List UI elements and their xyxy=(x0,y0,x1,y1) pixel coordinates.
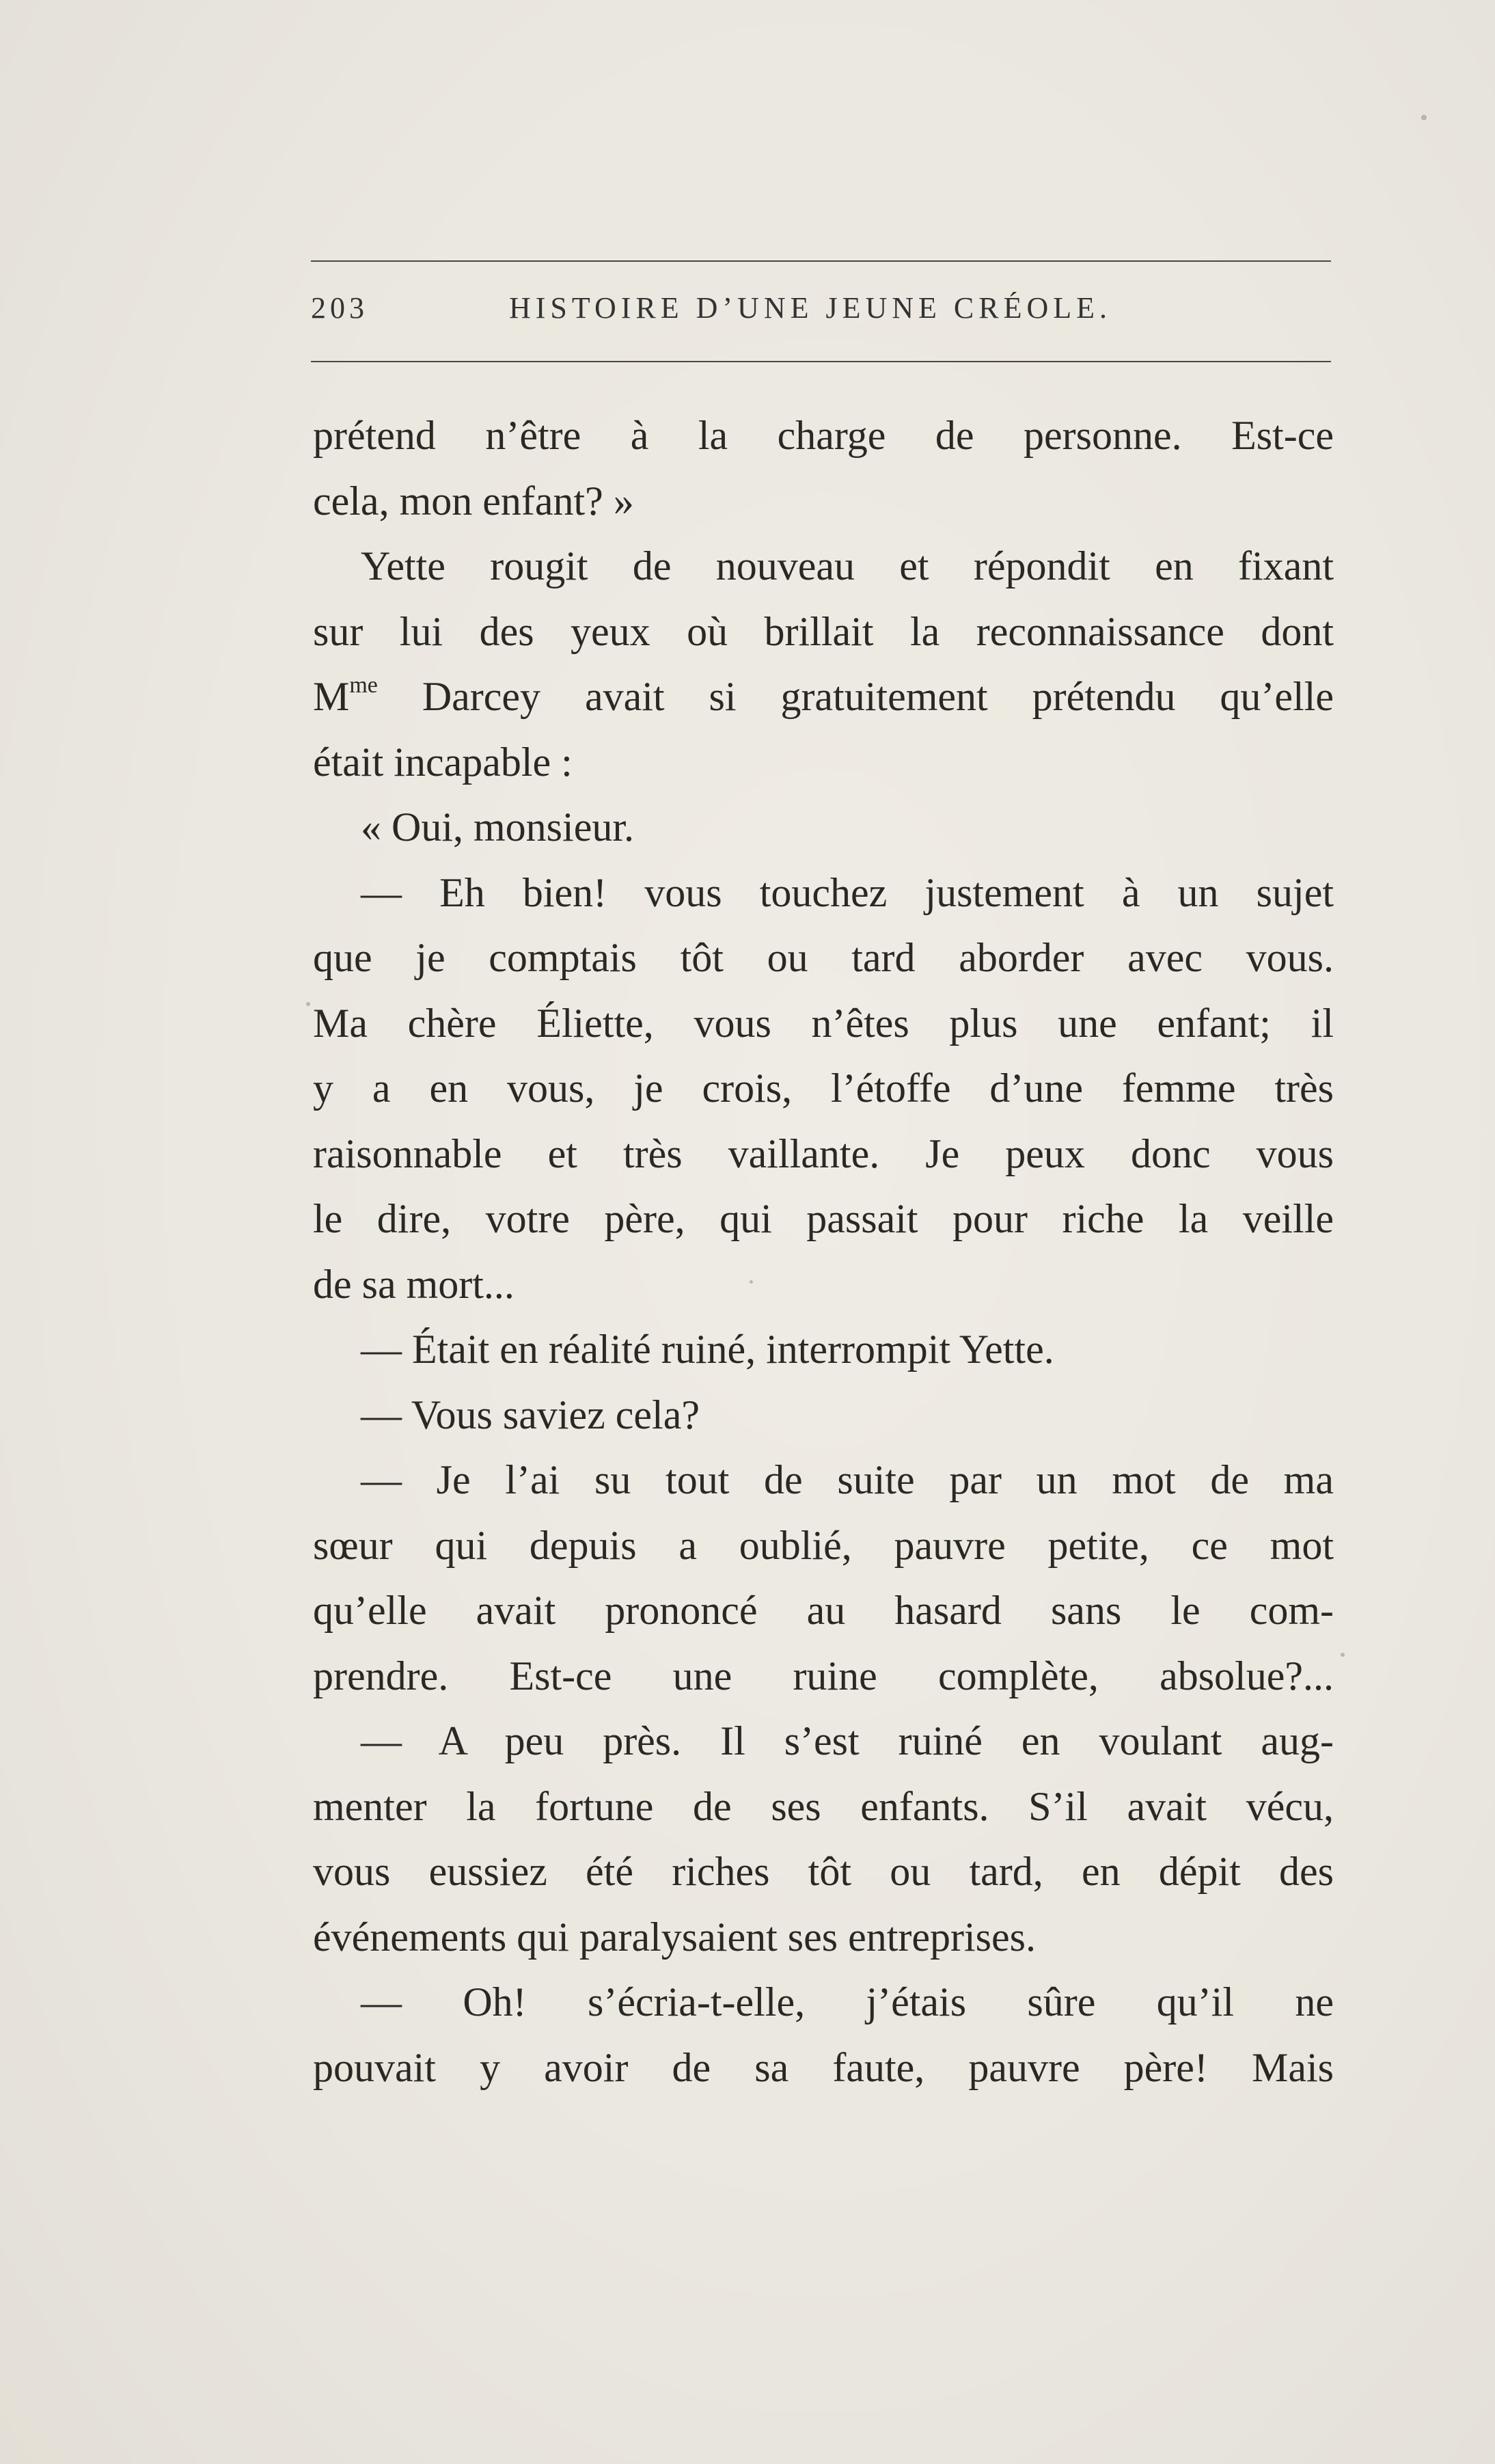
paper-speck xyxy=(1341,1653,1345,1657)
body-text xyxy=(313,403,1334,2100)
text-line: — Vous saviez cela? xyxy=(361,1392,700,1437)
text-line: — A peu près. Il s’est ruiné en voulant aug- xyxy=(361,1718,1334,1763)
text-line: y a en vous, je crois, l’étoffe d’une femme très xyxy=(313,1066,1334,1111)
text-line: le dire, votre père, qui passait pour riche la veille xyxy=(313,1196,1334,1241)
text-line: événements qui paralysaient ses entreprises. xyxy=(313,1914,1036,1960)
text-line: prétend n’être à la charge de personne. Est-ce xyxy=(313,413,1334,458)
text-line: vous eussiez été riches tôt ou tard, en dépit des xyxy=(313,1849,1334,1894)
text-line: qu’elle avait prononcé au hasard sans le com- xyxy=(313,1588,1334,1633)
paper-speck xyxy=(306,1002,310,1006)
text-line: que je comptais tôt ou tard aborder avec vous. xyxy=(313,935,1334,980)
text-line: menter la fortune de ses enfants. S’il avait vécu, xyxy=(313,1783,1334,1829)
paper-speck xyxy=(1421,115,1427,120)
paper-speck xyxy=(750,1280,753,1284)
running-title: HISTOIRE D’UNE JEUNE CRÉOLE. xyxy=(509,291,1112,325)
text-line: — Était en réalité ruiné, interrompit Yette. xyxy=(361,1327,1054,1372)
text-line: raisonnable et très vaillante. Je peux donc vous xyxy=(313,1131,1334,1176)
text-line: sœur qui depuis a oublié, pauvre petite, ce mot xyxy=(313,1522,1334,1568)
text-line: prendre. Est-ce une ruine complète, absolue?... xyxy=(313,1653,1334,1698)
text-line: pouvait y avoir de sa faute, pauvre père! Mais xyxy=(313,2044,1334,2090)
text-line: — Oh! s’écria-t-elle, j’étais sûre qu’il ne xyxy=(361,1979,1334,2025)
text-line: — Je l’ai su tout de suite par un mot de ma xyxy=(361,1457,1334,1502)
text-line: — Eh bien! vous touchez justement à un sujet xyxy=(361,869,1334,915)
text-line: était incapable : xyxy=(313,739,573,785)
text-line: « Oui, monsieur. xyxy=(361,804,634,850)
header-top-rule xyxy=(311,260,1331,262)
text-line-mme: $M^{me}$ Darcey avait si gratuitement prétendu qu’elle xyxy=(313,673,1334,719)
text-line: Ma chère Éliette, vous n’êtes plus une enfant; il xyxy=(313,1000,1334,1046)
mme-abbrev: $M^{me}$ xyxy=(313,673,378,719)
text-line: cela, mon enfant? » xyxy=(313,478,634,524)
text-line: de sa mort... xyxy=(313,1261,515,1307)
page-number: 203 xyxy=(311,291,368,325)
text-line: Yette rougit de nouveau et répondit en fixant xyxy=(361,543,1334,588)
text-line: sur lui des yeux où brillait la reconnaissance dont xyxy=(313,608,1334,654)
running-header xyxy=(311,290,1331,338)
header-bottom-rule xyxy=(311,361,1331,362)
